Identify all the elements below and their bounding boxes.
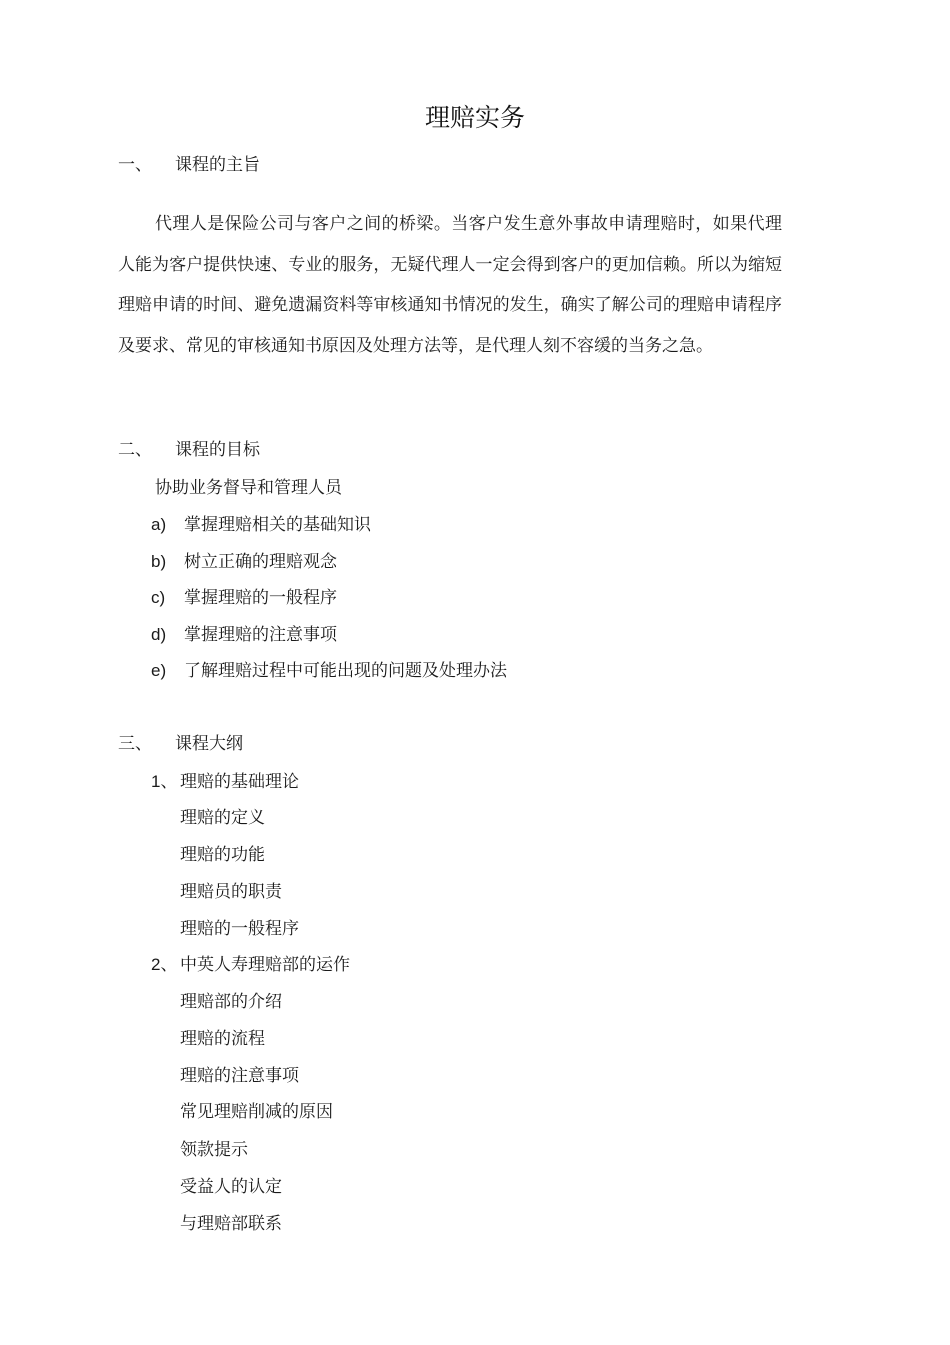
section-heading-goals (118, 438, 260, 462)
outline-item: 理赔的定义 (180, 808, 265, 828)
section-title: 课程大纲 (175, 734, 243, 754)
goal-item-text: 树立正确的理赔观念 (184, 552, 337, 572)
section-heading-outline (118, 732, 243, 756)
outline-part-title (151, 953, 350, 977)
goal-item-text: 了解理赔过程中可能出现的问题及处理办法 (184, 661, 507, 681)
outline-item: 与理赔部联系 (180, 1214, 282, 1234)
goal-item (151, 513, 371, 537)
list-marker: 2、 (151, 955, 178, 974)
list-marker: b) (151, 552, 167, 571)
goal-item (151, 659, 507, 683)
section-number: 一、 (118, 155, 152, 175)
outline-item: 理赔的注意事项 (180, 1066, 299, 1086)
goal-item-text: 掌握理赔相关的基础知识 (184, 515, 371, 535)
document-title: 理赔实务 (424, 103, 525, 132)
list-marker: a) (151, 515, 167, 534)
outline-item: 理赔部的介绍 (180, 992, 282, 1012)
outline-item: 理赔的流程 (180, 1029, 265, 1049)
outline-item: 理赔员的职责 (180, 882, 282, 902)
section-heading-purpose (118, 153, 260, 177)
goal-item (151, 550, 337, 574)
list-marker: d) (151, 625, 167, 644)
goal-item (151, 586, 337, 610)
goals-intro: 协助业务督导和管理人员 (155, 478, 342, 498)
outline-item: 理赔的一般程序 (180, 919, 299, 939)
outline-item: 理赔的功能 (180, 845, 265, 865)
section-number: 三、 (118, 734, 152, 754)
goal-item (151, 623, 337, 647)
outline-part-text: 理赔的基础理论 (180, 772, 299, 792)
section-title: 课程的目标 (175, 440, 260, 460)
outline-item: 领款提示 (180, 1140, 248, 1160)
list-marker: e) (151, 661, 167, 680)
section-title: 课程的主旨 (175, 155, 260, 175)
list-marker: c) (151, 588, 166, 607)
list-marker: 1、 (151, 772, 178, 791)
outline-part-title (151, 770, 299, 794)
outline-part-text: 中英人寿理赔部的运作 (180, 955, 350, 975)
purpose-paragraph: 代理人是保险公司与客户之间的桥梁。当客户发生意外事故申请理赔时，如果代理人能为客户提供快速、专业的服务，无疑代理人一定会得到客户的更加信赖。所以为缩短理赔申请的时间、避免遗漏资料等审核通知书情况的发生，确实了解公司的理赔申请程序及要求、常见的审核通知书原因及处理方法等，是代理人刻不容缓的当务之急。 (118, 214, 782, 356)
outline-item: 受益人的认定 (180, 1177, 282, 1197)
section-number: 二、 (118, 440, 152, 460)
goal-item-text: 掌握理赔的一般程序 (184, 588, 337, 608)
outline-item: 常见理赔削减的原因 (180, 1102, 333, 1122)
goal-item-text: 掌握理赔的注意事项 (184, 625, 337, 645)
